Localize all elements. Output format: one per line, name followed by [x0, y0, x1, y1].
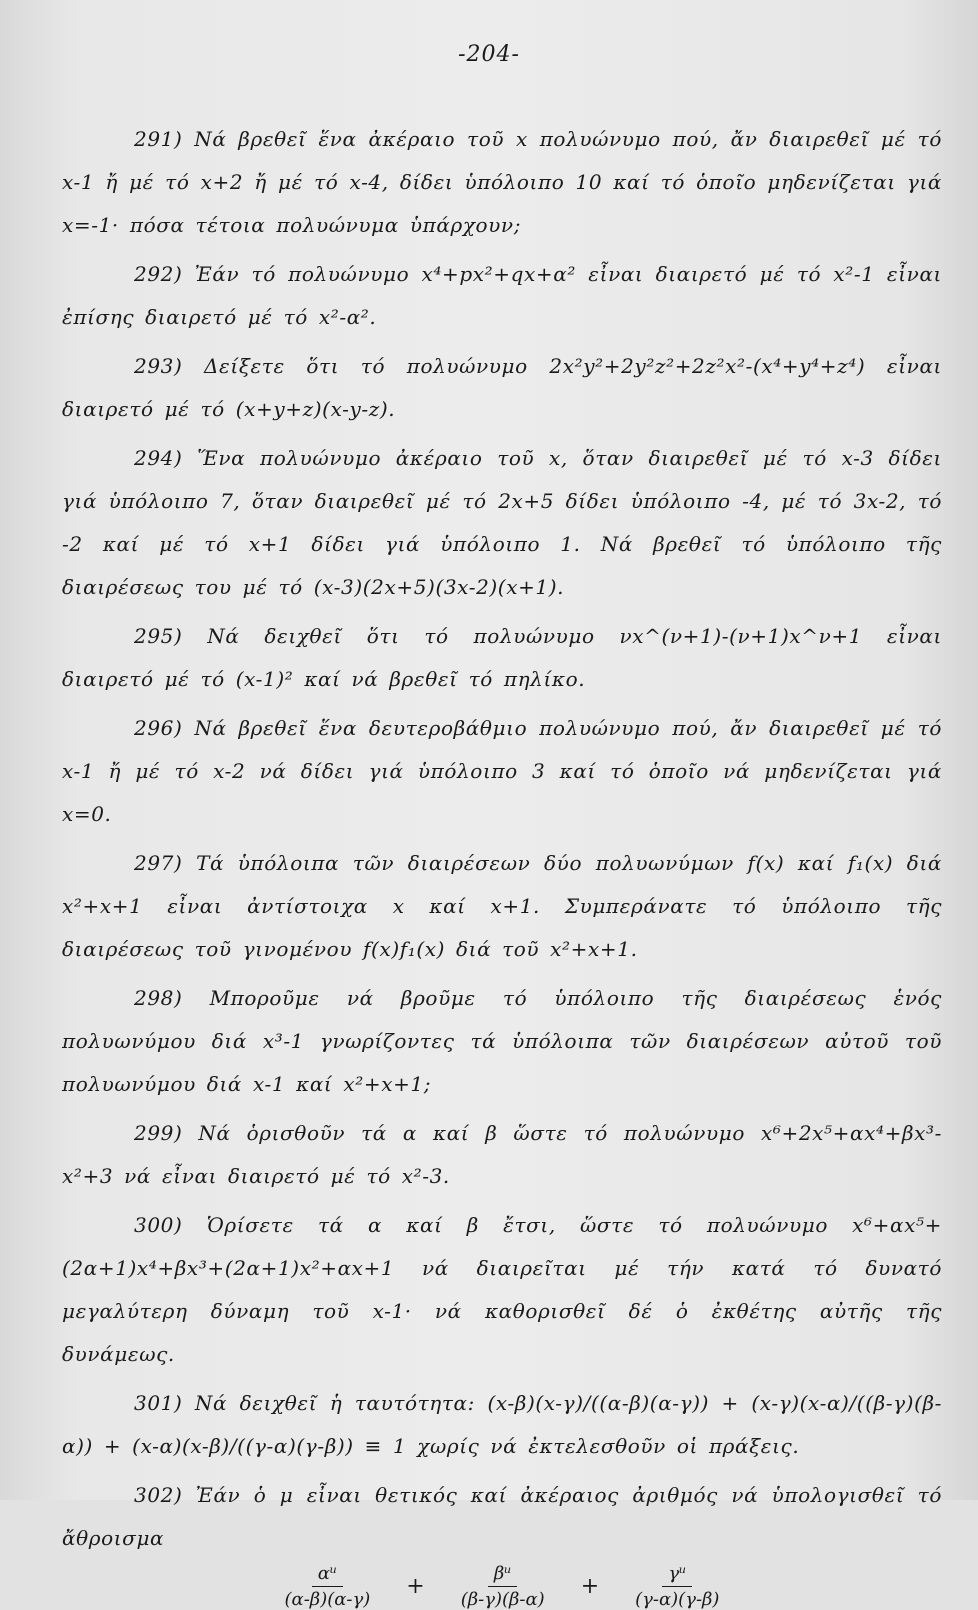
page-number: -204- — [458, 42, 520, 67]
fraction-term-3 — [629, 1563, 725, 1610]
fraction-denominator: (α-β)(α-γ) — [284, 1588, 371, 1610]
problem-list — [62, 118, 943, 1610]
problem-296: 296) Νά βρεθεῖ ἕνα δευτεροβάθμιο πολυώνυμο πού, ἄν διαιρεθεῖ μέ τό x-1 ἤ μέ τό x-2 νά δίδει γιά ὑπόλοιπο 3 καί τό ὁποῖο νά μηδενίζεται γιά x=0. — [62, 716, 942, 826]
problem-299: 299) Νά ὁρισθοῦν τά α καί β ὥστε τό πολυώνυμο x⁶+2x⁵+αx⁴+βx³-x²+3 νά εἶναι διαιρετό μέ τό x²-3. — [62, 1121, 942, 1188]
fraction-numerator: γᵘ — [662, 1563, 692, 1587]
fraction-term-1 — [279, 1563, 377, 1610]
fraction-term-2 — [455, 1563, 551, 1610]
problem-295: 295) Νά δειχθεῖ ὅτι τό πολυώνυμο νx^(ν+1)-(ν+1)x^ν+1 εἶναι διαιρετό μέ τό (x-1)² καί νά βρεθεῖ τό πηλίκο. — [62, 624, 942, 691]
problem-301: 301) Νά δειχθεῖ ἡ ταυτότητα: (x-β)(x-γ)/((α-β)(α-γ)) + (x-γ)(x-α)/((β-γ)(β-α)) + (x-α)(x-β)/((γ-α)(γ-β)) ≡ 1 χωρίς νά ἐκτελεσθοῦν οἱ πράξεις. — [62, 1391, 942, 1458]
fraction-numerator: βᵘ — [488, 1563, 518, 1587]
fraction-numerator: αᵘ — [312, 1563, 343, 1587]
problem-300: 300) Ὁρίσετε τά α καί β ἔτσι, ὥστε τό πολυώνυμο x⁶+αx⁵+(2α+1)x⁴+βx³+(2α+1)x²+αx+1 νά διαιρεῖται μέ τήν κατά τό δυνατό μεγαλύτερη δύναμη τοῦ x-1· νά καθορισθεῖ δέ ὁ ἐκθέτης αὐτῆς τῆς δυνάμεως. — [62, 1213, 942, 1366]
fraction-denominator: (γ-α)(γ-β) — [635, 1588, 720, 1610]
problem-294: 294) Ἕνα πολυώνυμο ἀκέραιο τοῦ x, ὅταν διαιρεθεῖ μέ τό x-3 δίδει γιά ὑπόλοιπο 7, ὅταν διαιρεθεῖ μέ τό 2x+5 δίδει ὑπόλοιπο -4, μέ τό 3x-2, τό -2 καί μέ τό x+1 δίδει γιά ὑπόλοιπο 1. Νά βρεθεῖ τό ὑπόλοιπο τῆς διαιρέσεως του μέ τό (x-3)(2x+5)(3x-2)(x+1). — [62, 446, 943, 599]
problem-293: 293) Δείξετε ὅτι τό πολυώνυμο 2x²y²+2y²z²+2z²x²-(x⁴+y⁴+z⁴) εἶναι διαιρετό μέ τό (x+y+z)(x-y-z). — [62, 354, 942, 421]
plus-sign: + — [406, 1573, 425, 1599]
problem-302: 302) Ἐάν ὁ μ εἶναι θετικός καί ἀκέραιος ἀριθμός νά ὑπολογισθεῖ τό ἄθροισμα — [62, 1483, 942, 1550]
problem-298: 298) Μποροῦμε νά βροῦμε τό ὑπόλοιπο τῆς διαιρέσεως ἑνός πολυωνύμου διά x³-1 γνωρίζοντες τά ὑπόλοιπα τῶν διαιρέσεων αὐτοῦ τοῦ πολυωνύμου διά x-1 καί x²+x+1; — [62, 986, 942, 1096]
fraction-denominator: (β-γ)(β-α) — [460, 1588, 545, 1610]
problem-291: 291) Νά βρεθεῖ ἕνα ἀκέραιο τοῦ x πολυώνυμο πού, ἄν διαιρεθεῖ μέ τό x-1 ἤ μέ τό x+2 ἤ μέ τό x-4, δίδει ὑπόλοιπο 10 καί τό ὁποῖο μηδενίζεται γιά x=-1· πόσα τέτοια πολυώνυμα ὑπάρχουν; — [62, 127, 942, 237]
problem-292: 292) Ἐάν τό πολυώνυμο x⁴+px²+qx+α² εἶναι διαιρετό μέ τό x²-1 εἶναι ἐπίσης διαιρετό μέ τό x²-α². — [62, 262, 942, 329]
sum-expression — [62, 1562, 942, 1610]
plus-sign: + — [580, 1573, 600, 1599]
problem-297: 297) Τά ὑπόλοιπα τῶν διαιρέσεων δύο πολυωνύμων f(x) καί f₁(x) διά x²+x+1 εἶναι ἀντίστοιχα x καί x+1. Συμπεράνατε τό ὑπόλοιπο τῆς διαιρέσεως τοῦ γινομένου f(x)f₁(x) διά τοῦ x²+x+1. — [62, 851, 942, 961]
